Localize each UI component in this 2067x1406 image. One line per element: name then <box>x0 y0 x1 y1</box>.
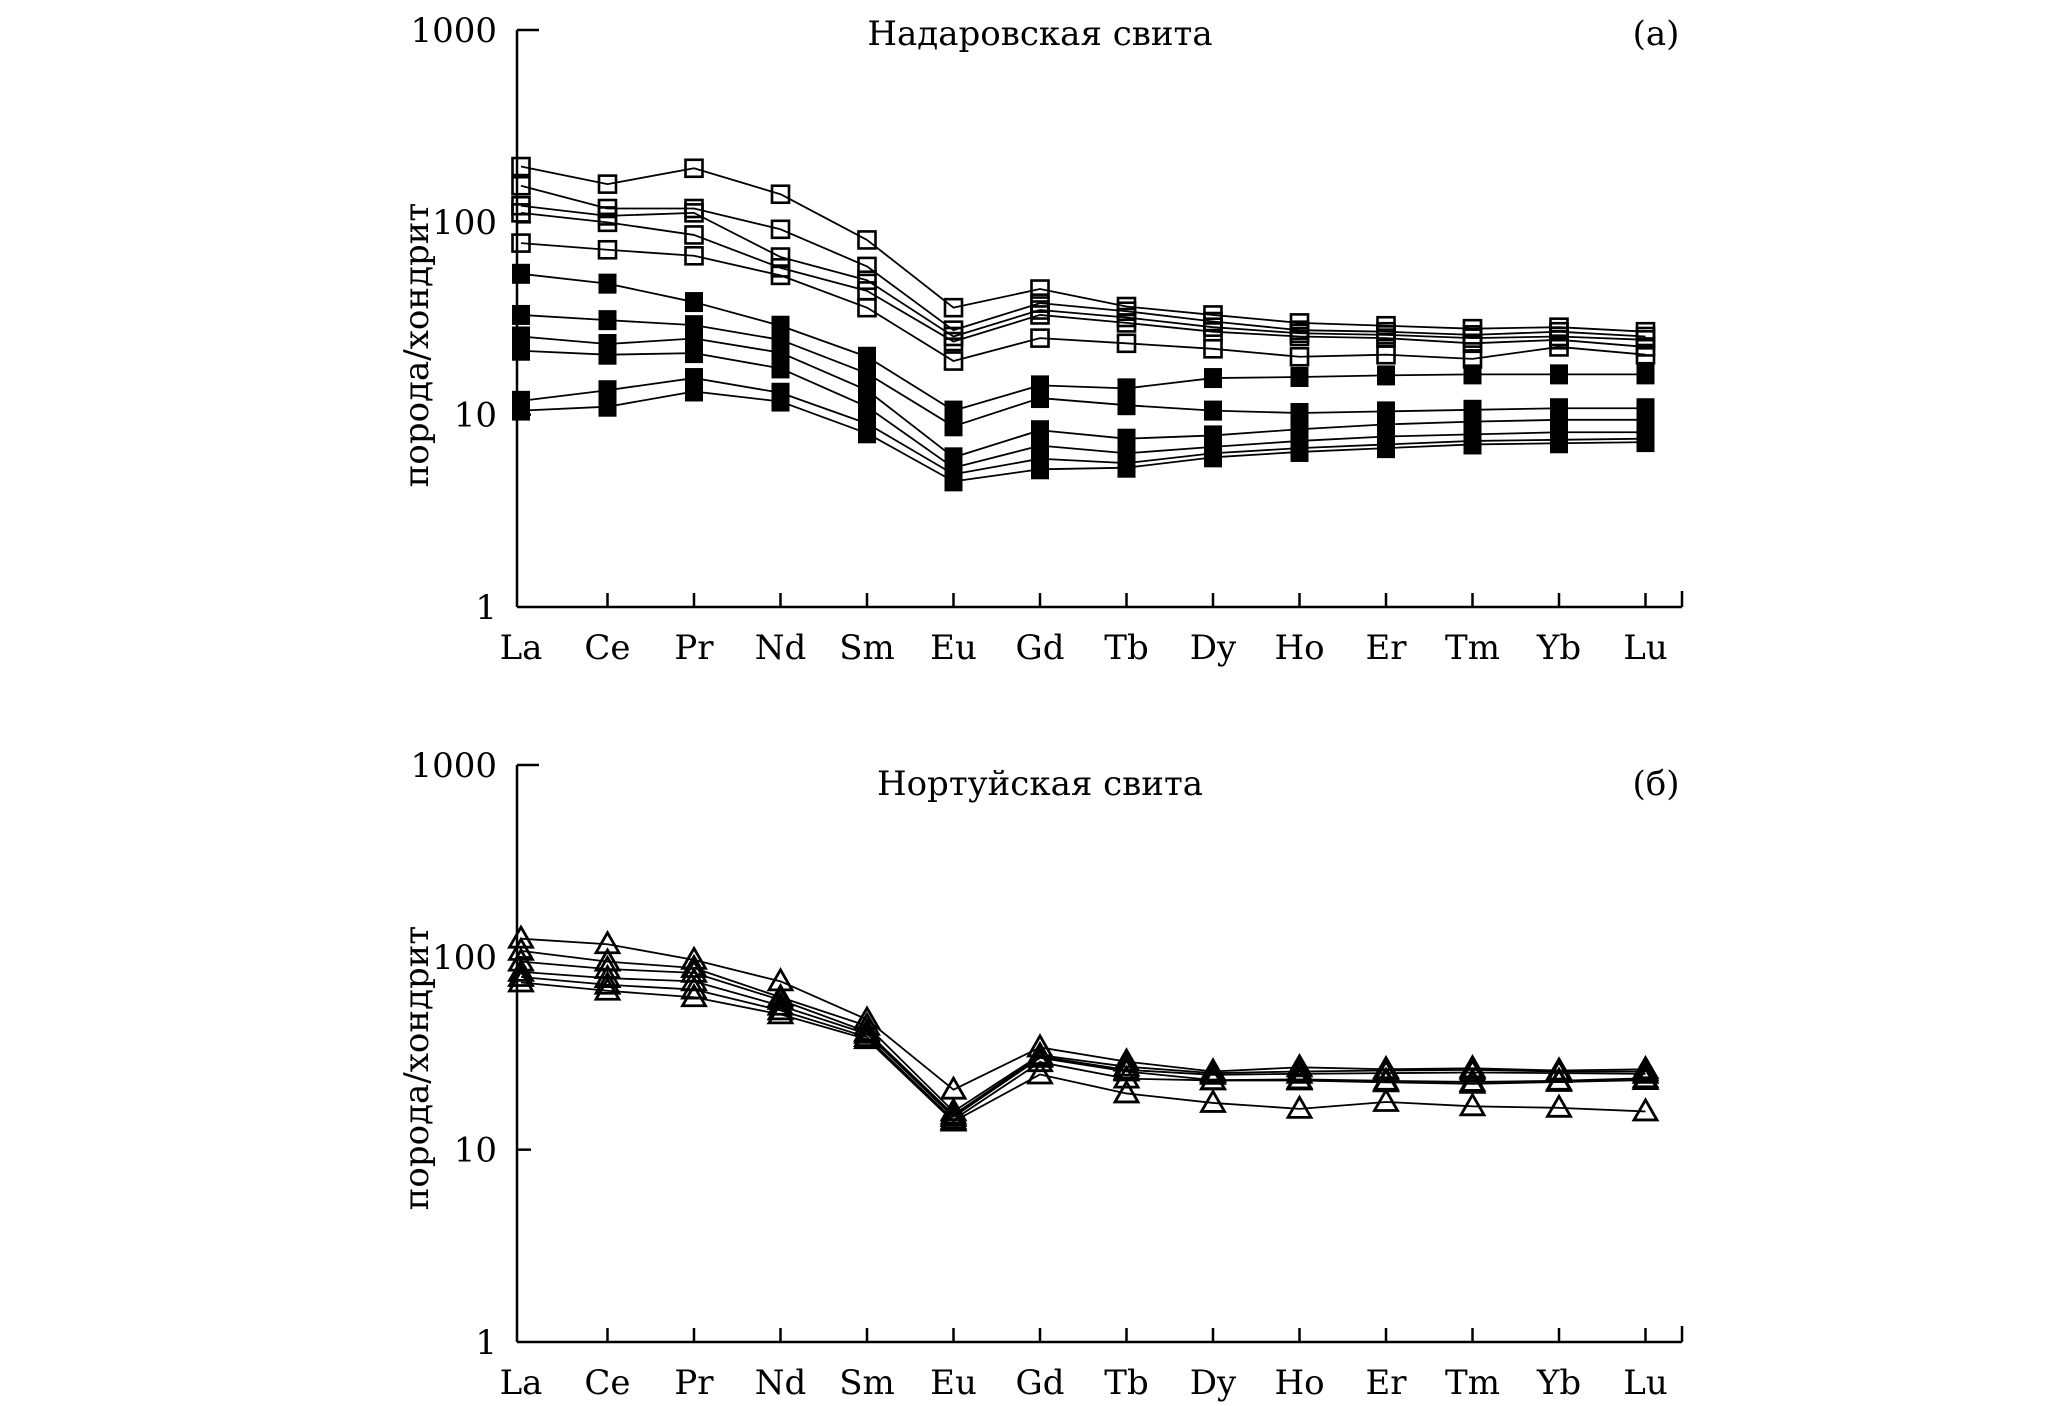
x-tick-label: Ce <box>584 1362 631 1403</box>
x-tick-label: Tm <box>1445 627 1500 668</box>
filled-square-marker <box>512 401 530 421</box>
x-tick-label: Pr <box>674 1362 714 1403</box>
filled-square-marker <box>685 381 703 401</box>
filled-square-marker <box>1204 368 1222 388</box>
filled-square-marker <box>772 358 790 378</box>
filled-square-marker <box>599 345 617 365</box>
x-tick-label: Ce <box>584 627 631 668</box>
filled-square-marker <box>1550 433 1568 453</box>
filled-square-marker <box>1464 434 1482 454</box>
y-tick-label: 10 <box>453 395 497 436</box>
filled-square-marker <box>1291 367 1309 387</box>
y-axis-title: порода/хондрит <box>397 202 437 488</box>
filled-square-marker <box>1377 365 1395 385</box>
y-tick-label: 1000 <box>410 745 497 786</box>
filled-square-marker <box>945 471 963 491</box>
filled-square-marker <box>1118 395 1136 415</box>
y-axis-title: порода/хондрит <box>397 925 437 1211</box>
filled-square-marker <box>1464 364 1482 384</box>
panel-title: Нортуйская свита <box>876 763 1204 804</box>
x-tick-label: La <box>499 1362 543 1403</box>
open-triangle-marker <box>942 1078 965 1098</box>
filled-square-marker <box>1637 432 1655 452</box>
x-tick-label: Er <box>1365 627 1407 668</box>
filled-square-marker <box>1031 459 1049 479</box>
x-tick-label: Eu <box>930 627 977 668</box>
filled-square-marker <box>1291 442 1309 462</box>
filled-square-marker <box>1204 401 1222 421</box>
series-open-square-3 <box>513 197 1655 348</box>
filled-square-marker <box>1377 438 1395 458</box>
x-tick-label: Ho <box>1274 627 1325 668</box>
filled-square-marker <box>1031 388 1049 408</box>
filled-square-marker <box>685 292 703 312</box>
y-tick-label: 1 <box>475 587 497 628</box>
y-tick-label: 1 <box>475 1322 497 1363</box>
open-triangle-marker <box>1461 1095 1484 1115</box>
open-triangle-marker <box>1634 1100 1657 1120</box>
series-open-square-5 <box>513 235 1655 370</box>
panel-letter-label: (а) <box>1632 13 1680 54</box>
x-tick-label: La <box>499 627 543 668</box>
open-triangle-marker <box>1548 1096 1571 1116</box>
x-tick-label: Sm <box>839 627 895 668</box>
series-open-triangle-4 <box>510 960 1658 1125</box>
filled-square-marker <box>772 392 790 412</box>
series-filled-square-6 <box>512 381 1655 491</box>
x-tick-label: Gd <box>1015 627 1065 668</box>
filled-square-marker <box>945 416 963 436</box>
y-tick-label: 1000 <box>410 10 497 51</box>
filled-square-marker <box>512 305 530 325</box>
series-filled-square-2 <box>512 305 1655 436</box>
x-tick-label: Dy <box>1189 1362 1237 1403</box>
x-tick-label: Yb <box>1536 1362 1582 1403</box>
x-tick-label: Yb <box>1536 627 1582 668</box>
x-tick-label: Nd <box>754 627 807 668</box>
y-tick-label: 10 <box>453 1130 497 1171</box>
x-tick-label: Ho <box>1274 1362 1325 1403</box>
panel-a <box>397 11 1682 668</box>
panel-b <box>397 746 1682 1403</box>
filled-square-marker <box>1550 364 1568 384</box>
x-tick-label: Er <box>1365 1362 1407 1403</box>
x-tick-label: Tb <box>1104 627 1149 668</box>
filled-square-marker <box>512 341 530 361</box>
filled-square-marker <box>1204 447 1222 467</box>
x-tick-label: Lu <box>1623 627 1668 668</box>
x-tick-label: Nd <box>754 1362 807 1403</box>
x-tick-label: Eu <box>930 1362 977 1403</box>
filled-square-marker <box>599 310 617 330</box>
filled-square-marker <box>685 343 703 363</box>
filled-square-marker <box>858 423 876 443</box>
filled-square-marker <box>1118 458 1136 478</box>
x-tick-label: Tm <box>1445 1362 1500 1403</box>
filled-square-marker <box>512 264 530 284</box>
open-triangle-marker <box>1375 1090 1398 1110</box>
x-tick-label: Sm <box>839 1362 895 1403</box>
x-tick-label: Dy <box>1189 627 1237 668</box>
y-tick-label: 100 <box>432 938 497 979</box>
series-open-triangle-6 <box>510 971 1658 1130</box>
panel-title: Надаровская свита <box>867 13 1213 54</box>
x-tick-label: Gd <box>1015 1362 1065 1403</box>
filled-square-marker <box>1637 364 1655 384</box>
series-filled-square-3 <box>512 326 1655 467</box>
filled-square-marker <box>599 397 617 417</box>
series-open-square-4 <box>513 204 1655 355</box>
panel-letter-label: (б) <box>1632 763 1680 804</box>
filled-square-marker <box>599 274 617 294</box>
y-tick-label: 100 <box>432 203 497 244</box>
x-tick-label: Tb <box>1104 1362 1149 1403</box>
x-tick-label: Pr <box>674 627 714 668</box>
series-filled-square-5 <box>512 368 1655 484</box>
x-tick-label: Lu <box>1623 1362 1668 1403</box>
